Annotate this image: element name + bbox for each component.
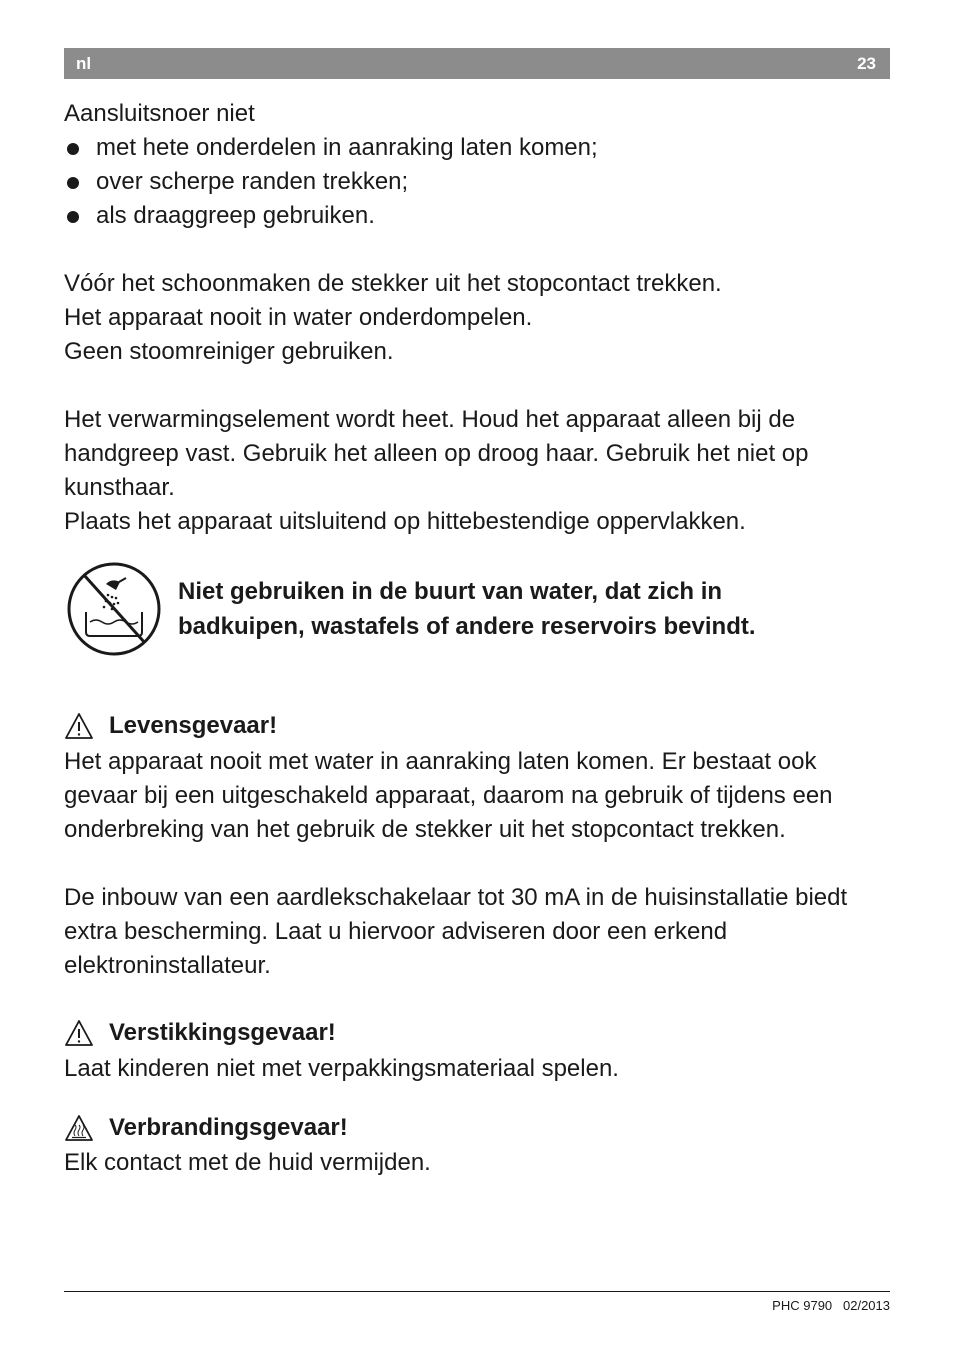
cord-bullet-list [64, 131, 598, 233]
danger-life-paragraph: Het apparaat nooit met water in aanraking laten komen. Er bestaat ook gevaar bij een uitgeschakeld apparaat, daarom na gebruik of tijdens een onderbreking van het gebruik de stekker uit het stopcontact trekken. [64, 748, 833, 843]
danger-life-paragraph: De inbouw van een aardlekschakelaar tot 30 mA in de huisinstallatie biedt extra bescherming. Laat u hiervoor adviseren door een erkend elektroninstallateur. [64, 884, 848, 979]
list-item: als draaggreep gebruiken. [64, 199, 598, 233]
list-item: met hete onderdelen in aanraking laten komen; [64, 131, 598, 165]
warning-triangle-icon [64, 1019, 94, 1047]
heading-label: Verstikkingsgevaar! [109, 1019, 336, 1046]
heading-label: Verbrandingsgevaar! [109, 1114, 348, 1141]
list-item: over scherpe randen trekken; [64, 165, 598, 199]
cord-intro: Aansluitsnoer niet [64, 100, 255, 127]
heading-label: Levensgevaar! [109, 712, 278, 739]
print-date: 02/2013 [843, 1298, 890, 1313]
model-number: PHC 9790 [772, 1298, 833, 1313]
page-footer [772, 1298, 890, 1313]
no-water-icon [66, 560, 162, 658]
hot-surface-warning-icon [64, 1114, 94, 1142]
page-number: 23 [857, 54, 876, 73]
water-warning-text [178, 574, 898, 644]
cleaning-line: Het apparaat nooit in water onderdompelen. [64, 304, 533, 331]
water-warning-line: badkuipen, wastafels of andere reservoirs bevindt. [178, 613, 756, 640]
danger-burn-heading [64, 1111, 348, 1145]
language-code: nl [76, 54, 92, 73]
footer-divider [64, 1291, 890, 1292]
danger-suffocation-text: Laat kinderen niet met verpakkingsmateriaal spelen. [64, 1055, 619, 1082]
cleaning-line: Vóór het schoonmaken de stekker uit het stopcontact trekken. [64, 270, 722, 297]
water-warning-line: Niet gebruiken in de buurt van water, dat zich in [178, 578, 723, 605]
warning-triangle-icon [64, 712, 94, 740]
page-header [64, 48, 890, 79]
cleaning-line: Geen stoomreiniger gebruiken. [64, 338, 394, 365]
heating-paragraph: Het verwarmingselement wordt heet. Houd het apparaat alleen bij de handgreep vast. Gebruik het alleen op droog haar. Gebruik het niet op kunsthaar. [64, 406, 809, 501]
danger-burn-text: Elk contact met de huid vermijden. [64, 1149, 431, 1176]
danger-suffocation-heading [64, 1016, 336, 1050]
surface-paragraph: Plaats het apparaat uitsluitend op hittebestendige oppervlakken. [64, 508, 746, 535]
danger-life-heading [64, 709, 277, 743]
